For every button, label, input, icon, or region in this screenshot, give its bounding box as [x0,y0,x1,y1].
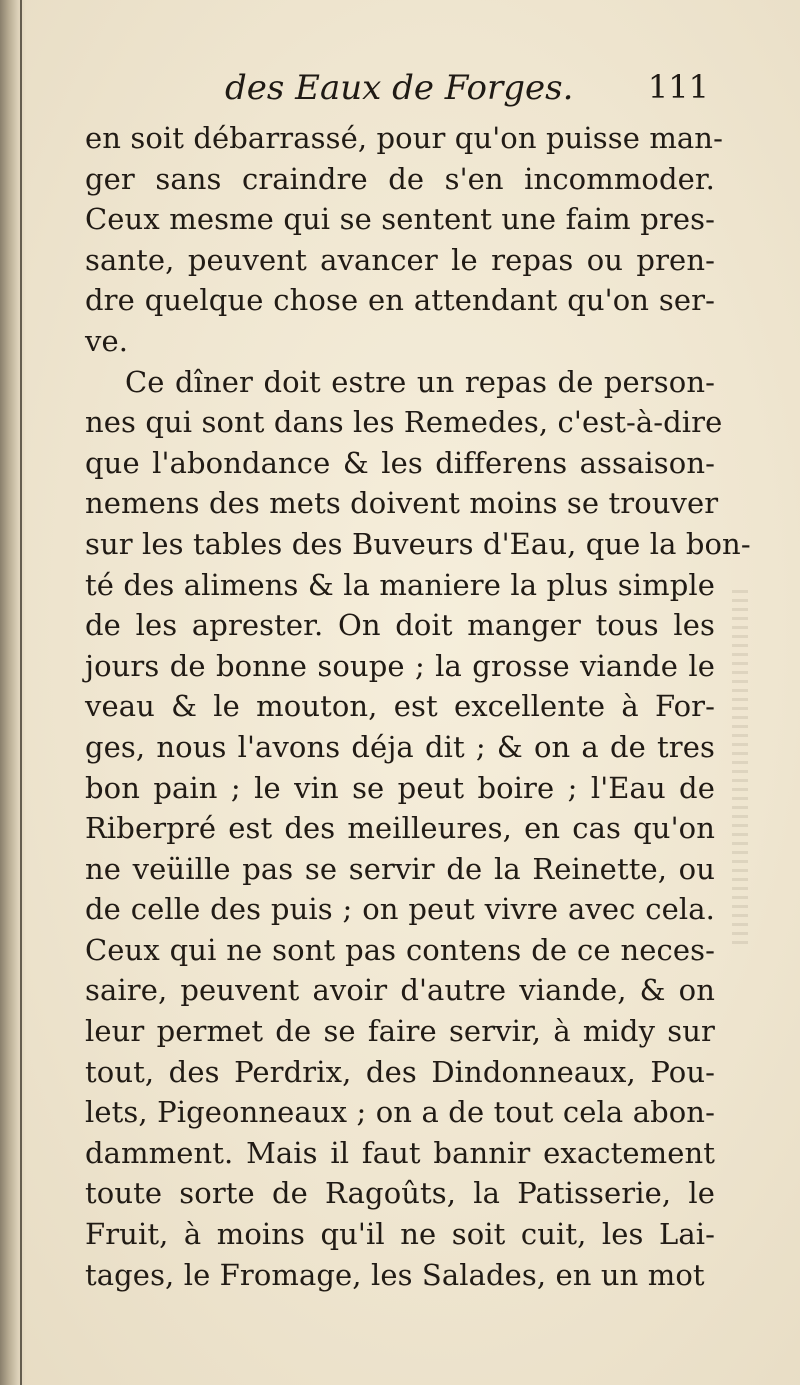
page-foxing [732,590,748,950]
text-line-2: ger sans craindre de s'en incommoder. [85,161,715,196]
text-line-20: de celle des puis ; on peut vivre avec cela. [85,892,715,927]
binding-edge-line [20,0,22,1385]
text-line-21: Ceux qui ne sont pas contens de ce neces- [85,932,715,967]
text-line-9: que l'abondance & les differens assaison- [85,445,715,480]
text-line-16: ges, nous l'avons déja dit ; & on a de tres [85,729,715,764]
page-header [85,66,715,114]
text-line-14: jours de bonne soupe ; la grosse viande le [85,648,715,683]
text-line-11: sur les tables des Buveurs d'Eau, que la bon- [85,526,751,561]
text-line-23: leur permet de se faire servir, à midy sur [85,1014,715,1049]
text-line-18: Riberpré est des meilleures, en cas qu'on [85,811,715,846]
text-line-3: Ceux mesme qui se sentent une faim pres- [85,202,715,237]
text-line-8: nes qui sont dans les Remedes, c'est-à-dire [85,405,723,440]
text-line-4: sante, peuvent avancer le repas ou pren- [85,242,715,277]
text-line-6: ve. [85,323,129,358]
binding-shadow [0,0,26,1385]
text-line-17: bon pain ; le vin se peut boire ; l'Eau de [85,770,715,805]
text-line-19: ne veüille pas se servir de la Reinette, ou [85,851,715,886]
body-text [85,118,751,1295]
text-line-15: veau & le mouton, est excellente à For- [85,689,715,724]
text-line-25: lets, Pigeonneaux ; on a de tout cela abon- [85,1095,715,1130]
text-line-7: Ce dîner doit estre un repas de person- [125,364,715,399]
text-line-10: nemens des mets doivent moins se trouver [85,486,719,521]
text-line-28: Fruit, à moins qu'il ne soit cuit, les Lai- [85,1217,715,1252]
page-number: 111 [647,68,709,106]
text-line-27: toute sorte de Ragoûts, la Patisserie, le [85,1176,715,1211]
text-line-13: de les aprester. On doit manger tous les [85,608,715,643]
text-line-22: saire, peuvent avoir d'autre viande, & on [85,973,715,1008]
text-line-24: tout, des Perdrix, des Dindonneaux, Pou- [85,1054,715,1089]
text-line-1: en soit débarrassé, pour qu'on puisse man- [85,121,723,155]
running-head: des Eaux de Forges. [225,68,574,108]
text-line-5: dre quelque chose en attendant qu'on ser- [85,283,715,318]
text-line-26: damment. Mais il faut bannir exactement [85,1135,715,1170]
text-line-29: tages, le Fromage, les Salades, en un mot [85,1257,705,1292]
text-line-12: té des alimens & la maniere la plus simple [85,567,715,602]
